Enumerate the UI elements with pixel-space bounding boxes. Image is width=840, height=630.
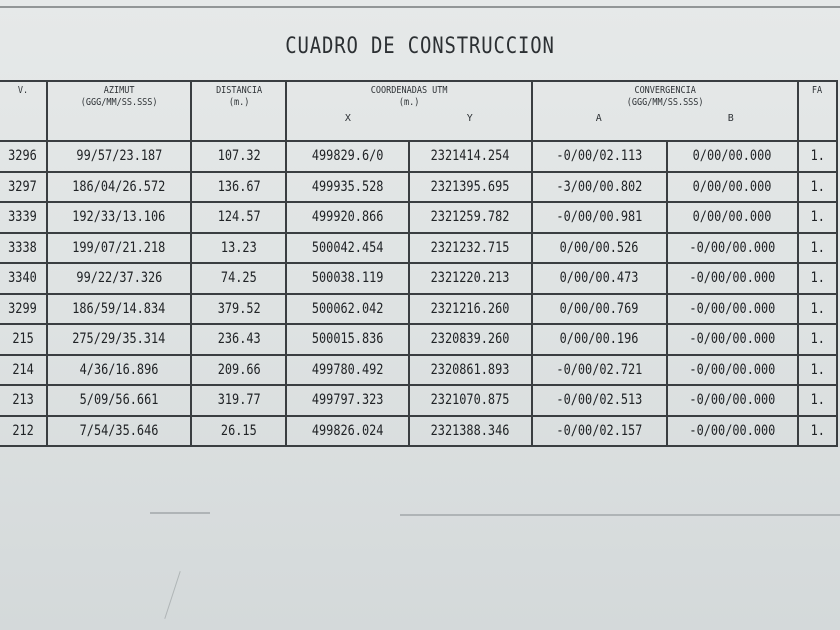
cell-v: 3339 [0,202,47,233]
cell-v: 3338 [0,233,47,264]
cell-a: 0/00/00.526 [532,233,667,264]
cell-distancia: 124.57 [191,202,286,233]
cell-v: 3299 [0,294,47,325]
table-row [0,324,837,355]
cell-y: 2321414.254 [409,141,532,172]
faint-line [400,514,840,516]
header-azimut: AZIMUT (GGG/MM/SS.SSS) [47,81,192,141]
header-conv-b: B [727,113,734,124]
cell-y: 2320839.260 [409,324,532,355]
cell-b: -0/00/00.000 [667,324,798,355]
cell-distancia: 236.43 [191,324,286,355]
cell-b: 0/00/00.000 [667,141,798,172]
table-row [0,202,837,233]
cell-v: 3297 [0,172,47,203]
cell-x: 499935.528 [286,172,409,203]
cell-f: 1. [798,141,837,172]
cell-distancia: 319.77 [191,385,286,416]
cell-a: -3/00/00.802 [532,172,667,203]
cell-x: 499829.6/0 [286,141,409,172]
cell-v: 212 [0,416,47,447]
table-row [0,416,837,447]
cell-x: 499797.323 [286,385,409,416]
table-row [0,294,837,325]
cell-distancia: 136.67 [191,172,286,203]
cell-f: 1. [798,294,837,325]
cell-y: 2321259.782 [409,202,532,233]
cell-distancia: 13.23 [191,233,286,264]
cell-azimut: 99/22/37.326 [47,263,192,294]
cell-a: 0/00/00.473 [532,263,667,294]
cell-b: -0/00/00.000 [667,355,798,386]
header-vertex: V. [0,81,47,141]
cell-v: 3296 [0,141,47,172]
header-coord-x: X [344,113,351,124]
cell-b: 0/00/00.000 [667,172,798,203]
cell-f: 1. [798,385,837,416]
table-row [0,233,837,264]
faint-mark [150,512,210,514]
header-coord-y: Y [466,113,473,124]
cell-v: 215 [0,324,47,355]
cell-distancia: 74.25 [191,263,286,294]
cell-azimut: 192/33/13.106 [47,202,192,233]
cell-azimut: 99/57/23.187 [47,141,192,172]
cell-b: -0/00/00.000 [667,233,798,264]
cell-x: 499780.492 [286,355,409,386]
cell-x: 500062.042 [286,294,409,325]
table-row [0,385,837,416]
cell-distancia: 107.32 [191,141,286,172]
page-title: CUADRO DE CONSTRUCCION [285,34,555,59]
cell-f: 1. [798,233,837,264]
table-row [0,141,837,172]
cell-a: -0/00/02.113 [532,141,667,172]
cell-azimut: 186/04/26.572 [47,172,192,203]
header-distancia: DISTANCIA (m.) [191,81,286,141]
cell-a: -0/00/02.721 [532,355,667,386]
cell-f: 1. [798,355,837,386]
cell-f: 1. [798,172,837,203]
table-row [0,355,837,386]
cell-distancia: 209.66 [191,355,286,386]
cell-distancia: 379.52 [191,294,286,325]
cell-a: 0/00/00.769 [532,294,667,325]
cell-a: 0/00/00.196 [532,324,667,355]
cell-x: 499920.866 [286,202,409,233]
cell-a: -0/00/02.157 [532,416,667,447]
cell-x: 500042.454 [286,233,409,264]
cell-b: -0/00/00.000 [667,263,798,294]
cell-y: 2321232.715 [409,233,532,264]
top-border-line [0,6,840,8]
cell-f: 1. [798,324,837,355]
cell-y: 2321070.875 [409,385,532,416]
header-factor: FA [798,81,837,141]
cell-f: 1. [798,416,837,447]
table-header-row [0,81,837,141]
cell-a: -0/00/02.513 [532,385,667,416]
table-row [0,263,837,294]
cell-f: 1. [798,263,837,294]
table-row [0,172,837,203]
cell-y: 2320861.893 [409,355,532,386]
cell-b: -0/00/00.000 [667,385,798,416]
cell-y: 2321220.213 [409,263,532,294]
cell-distancia: 26.15 [191,416,286,447]
construction-table [0,80,838,447]
cell-x: 499826.024 [286,416,409,447]
cell-v: 214 [0,355,47,386]
cell-azimut: 275/29/35.314 [47,324,192,355]
pen-mark [164,571,180,619]
cell-b: -0/00/00.000 [667,294,798,325]
header-conv-a: A [595,113,602,124]
cell-azimut: 4/36/16.896 [47,355,192,386]
header-coordenadas: COORDENADAS UTM (m.) X Y [286,81,532,141]
cell-y: 2321395.695 [409,172,532,203]
cell-a: -0/00/00.981 [532,202,667,233]
cell-x: 500015.836 [286,324,409,355]
cell-b: -0/00/00.000 [667,416,798,447]
cell-azimut: 5/09/56.661 [47,385,192,416]
cell-azimut: 186/59/14.834 [47,294,192,325]
cell-b: 0/00/00.000 [667,202,798,233]
cell-azimut: 199/07/21.218 [47,233,192,264]
cell-y: 2321388.346 [409,416,532,447]
cell-azimut: 7/54/35.646 [47,416,192,447]
cell-y: 2321216.260 [409,294,532,325]
cell-v: 3340 [0,263,47,294]
cell-f: 1. [798,202,837,233]
header-convergencia: CONVERGENCIA (GGG/MM/SS.SSS) A B [532,81,798,141]
cell-x: 500038.119 [286,263,409,294]
cell-v: 213 [0,385,47,416]
